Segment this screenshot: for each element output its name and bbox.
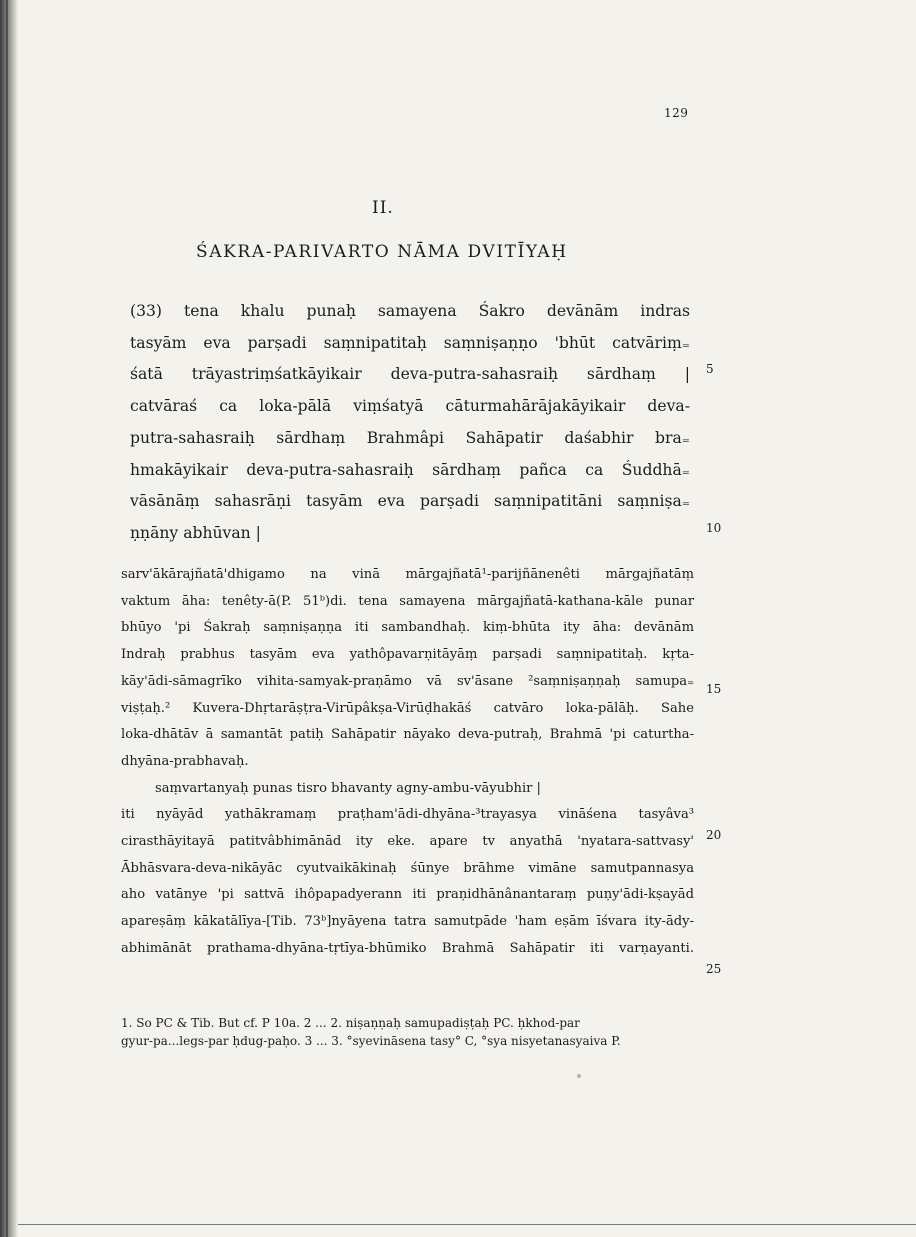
commentary-line: loka-dhātāv ā samantāt patiḥ Sahāpatir nāyako deva-putraḥ, Brahmā 'pi caturtha- bbox=[121, 727, 694, 743]
root-text-line: tasyām eva parṣadi saṃnipatitaḥ saṃniṣaṇṇo 'bhūt catvāriṃ₌ bbox=[130, 333, 690, 352]
line-number: 25 bbox=[706, 962, 722, 976]
commentary-line: vaktum āha: tenêty-ā(P. 51ᵇ)di. tena samayena mārgajñatā-kathana-kāle punar bbox=[121, 593, 694, 609]
footnote-line: gyur-pa...legs-par ḥdug-paḥo. 3 ... 3. °syevināsena tasy° C, °sya nisyetanasyaiva P. bbox=[121, 1034, 621, 1048]
commentary-line: iti nyāyād yathākramaṃ praṭham'ādi-dhyāna-³trayasya vināśena tasyâva³ bbox=[121, 807, 694, 823]
commentary-line: aho vatānye 'pi sattvā ihôpapadyerann iti praṇidhānânantaraṃ puṇy'ādi-kṣayād bbox=[121, 887, 694, 903]
commentary-line: bhūyo 'pi Śakraḥ saṃniṣaṇṇa iti sambandhaḥ. kiṃ-bhūta ity āha: devānām bbox=[121, 620, 694, 636]
root-text-line: vāsānāṃ sahasrāṇi tasyām eva parṣadi saṃnipatitāni saṃniṣa₌ bbox=[130, 492, 690, 511]
root-text-line: catvāraś ca loka-pālā viṃśatyā cāturmahārājakāyikair deva- bbox=[130, 397, 690, 416]
root-text-line: śatā trāyastriṃśatkāyikair deva-putra-sahasraiḥ sārdhaṃ | bbox=[130, 365, 690, 384]
line-number: 10 bbox=[706, 521, 722, 535]
root-text-line: ṇṇāny abhūvan | bbox=[130, 523, 261, 542]
line-number: 15 bbox=[706, 682, 722, 696]
page-number: 129 bbox=[664, 106, 689, 120]
paper-speck bbox=[577, 1074, 581, 1078]
commentary-line: dhyāna-prabhavaḥ. bbox=[121, 753, 249, 769]
page-binding-shadow bbox=[0, 0, 18, 1237]
root-text-line: hmakāyikair deva-putra-sahasraiḥ sārdhaṃ pañca ca Śuddhā₌ bbox=[130, 460, 690, 479]
bottom-page-edge bbox=[18, 1224, 916, 1225]
footnotes bbox=[121, 1014, 694, 1050]
binding-edge bbox=[6, 0, 8, 1237]
commentary-line: abhimānāt prathama-dhyāna-tṛtīya-bhūmiko Brahmā Sahāpatir iti varṇayanti. bbox=[121, 940, 694, 956]
footnote-line: 1. So PC & Tib. But cf. P 10a. 2 ... 2. niṣaṇṇaḥ samupadiṣṭaḥ PC. ḥkhod-par bbox=[121, 1016, 580, 1030]
commentary-line: Ābhāsvara-deva-nikāyāc cyutvaikākinaḥ śūnye brāhme vimāne samutpannasya bbox=[121, 860, 694, 876]
root-text-line: (33) tena khalu punaḥ samayena Śakro devānām indras bbox=[130, 302, 690, 320]
commentary-line: kāy'ādi-sāmagrīko vihita-samyak-praṇāmo vā sv'āsane ²saṃniṣaṇṇaḥ samupa₌ bbox=[121, 673, 694, 689]
commentary-line: apareṣāṃ kākatālīya-[Tib. 73ᵇ]nyāyena tatra samutpāde 'ham eṣām īśvara ity-ādy- bbox=[121, 914, 694, 930]
commentary-line: viṣṭaḥ.² Kuvera-Dhṛtarāṣṭra-Virūpâkṣa-Virūḍhakāś catvāro loka-pālāḥ. Sahe bbox=[121, 700, 694, 716]
chapter-number: II. bbox=[372, 198, 394, 218]
line-number: 20 bbox=[706, 828, 722, 842]
root-text-line: putra-sahasraiḥ sārdhaṃ Brahmâpi Sahāpatir daśabhir bra₌ bbox=[130, 428, 690, 447]
root-text-block bbox=[130, 296, 690, 550]
commentary-line: sarv'ākārajñatā'dhigamo na vinā mārgajñatā¹-parijñānenêti mārgajñatāṃ bbox=[121, 567, 694, 582]
commentary-line: Indraḥ prabhus tasyām eva yathôpavarṇitāyāṃ parṣadi saṃnipatitaḥ. kṛta- bbox=[121, 647, 694, 663]
commentary-line: cirasthāyitayā patitvâbhimānād ity eke. apare tv anyathā 'nyatara-sattvasy' bbox=[121, 834, 694, 850]
line-number: 5 bbox=[706, 362, 714, 376]
verse-quotation-line: saṃvartanyaḥ punas tisro bhavanty agny-ambu-vāyubhir | bbox=[155, 780, 541, 796]
commentary-text-block bbox=[121, 562, 694, 963]
chapter-title: ŚAKRA-PARIVARTO NĀMA DVITĪYAḤ bbox=[196, 242, 568, 262]
